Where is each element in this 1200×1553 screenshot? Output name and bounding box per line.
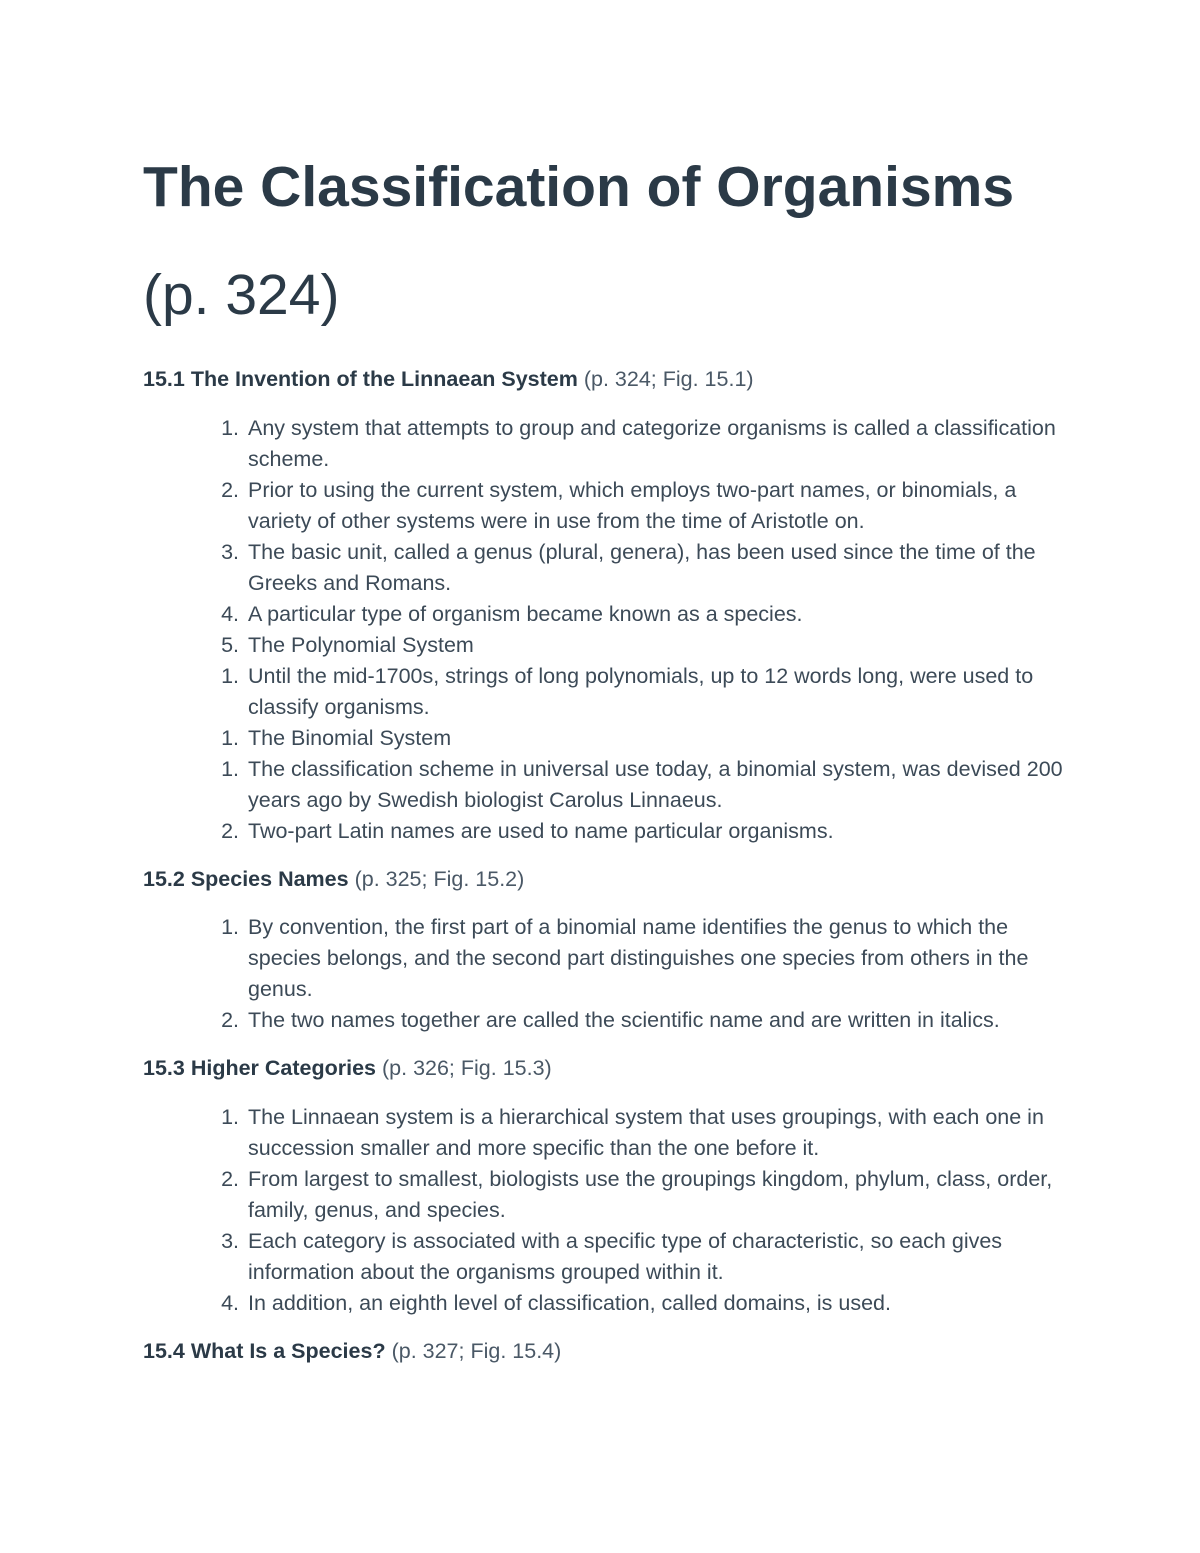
list-item-text: The basic unit, called a genus (plural, genera), has been used since the time of the Greeks and Romans. (248, 540, 1036, 595)
list-item-number: 1. (221, 416, 239, 440)
list-item-text: Two-part Latin names are used to name particular organisms. (248, 819, 834, 843)
document-page (143, 148, 1073, 1367)
list-item-text: Each category is associated with a specific type of characteristic, so each gives information about the organisms grouped within it. (248, 1229, 1003, 1284)
list-item-number: 1. (221, 757, 239, 781)
list-item-text: From largest to smallest, biologists use the groupings kingdom, phylum, class, order, family, genus, and species. (248, 1167, 1053, 1222)
section-heading-ref: (p. 326; Fig. 15.3) (382, 1056, 552, 1080)
list-item (143, 537, 1073, 599)
list-item (143, 413, 1073, 475)
list-item (143, 1102, 1073, 1164)
list-item (143, 475, 1073, 537)
section-heading (143, 1053, 1073, 1084)
list-item (143, 816, 1073, 847)
section-15-3 (143, 1053, 1073, 1319)
list-item-text: The classification scheme in universal use today, a binomial system, was devised 200 years ago by Swedish biologist Carolus Linnaeus. (248, 757, 1063, 812)
list-item-number: 4. (221, 1291, 239, 1315)
section-heading-ref: (p. 327; Fig. 15.4) (391, 1339, 562, 1363)
list-item-text: The two names together are called the scientific name and are written in italics. (248, 1008, 1000, 1032)
list-item-text: Prior to using the current system, which employs two-part names, or binomials, a variety of other systems were in use from the time of Aristotle on. (248, 478, 1017, 533)
list-item-number: 5. (221, 633, 239, 657)
list-item-number: 1. (221, 915, 239, 939)
list-item-number: 2. (221, 819, 239, 843)
list-item (143, 661, 1073, 723)
section-item-list (143, 912, 1073, 1036)
section-heading-title: 15.4 What Is a Species? (143, 1339, 386, 1363)
section-item-list (143, 413, 1073, 847)
list-item-text: A particular type of organism became known as a species. (248, 602, 803, 626)
document-title: The Classification of Organisms (143, 155, 1015, 219)
list-item (143, 599, 1073, 630)
list-item-number: 3. (221, 1229, 239, 1253)
document-subtitle: (p. 324) (143, 263, 340, 327)
section-15-4 (143, 1336, 1073, 1367)
list-item-number: 1. (221, 726, 239, 750)
list-item (143, 630, 1073, 661)
list-item-number: 2. (221, 1008, 239, 1032)
list-item-text: By convention, the first part of a binomial name identifies the genus to which the species belongs, and the second part distinguishes one species from others in the genus. (248, 915, 1029, 1001)
list-item-text: The Linnaean system is a hierarchical system that uses groupings, with each one in succession smaller and more specific than the one before it. (248, 1105, 1044, 1160)
list-item-number: 1. (221, 664, 239, 688)
section-heading-ref: (p. 324; Fig. 15.1) (583, 367, 754, 391)
list-item (143, 912, 1073, 1005)
section-heading (143, 1336, 1073, 1367)
list-item (143, 723, 1073, 754)
list-item (143, 754, 1073, 816)
list-item-number: 1. (221, 1105, 239, 1129)
list-item-number: 3. (221, 540, 239, 564)
list-item-text: The Binomial System (248, 726, 452, 750)
section-heading-title: 15.2 Species Names (143, 867, 349, 891)
section-heading-ref: (p. 325; Fig. 15.2) (354, 867, 525, 891)
list-item-text: The Polynomial System (248, 633, 474, 657)
list-item-number: 4. (221, 602, 239, 626)
section-item-list (143, 1102, 1073, 1319)
list-item (143, 1164, 1073, 1226)
section-heading (143, 364, 1073, 395)
list-item (143, 1226, 1073, 1288)
section-heading (143, 864, 1073, 895)
list-item-text: Any system that attempts to group and categorize organisms is called a classification scheme. (248, 416, 1056, 471)
list-item-number: 2. (221, 478, 239, 502)
list-item-text: In addition, an eighth level of classification, called domains, is used. (248, 1291, 891, 1315)
section-heading-title: 15.3 Higher Categories (143, 1056, 377, 1080)
section-heading-title: 15.1 The Invention of the Linnaean System (143, 367, 578, 391)
list-item (143, 1005, 1073, 1036)
list-item (143, 1288, 1073, 1319)
list-item-number: 2. (221, 1167, 239, 1191)
section-15-2 (143, 864, 1073, 1036)
section-15-1 (143, 364, 1073, 847)
list-item-text: Until the mid-1700s, strings of long polynomials, up to 12 words long, were used to classify organisms. (248, 664, 1034, 719)
